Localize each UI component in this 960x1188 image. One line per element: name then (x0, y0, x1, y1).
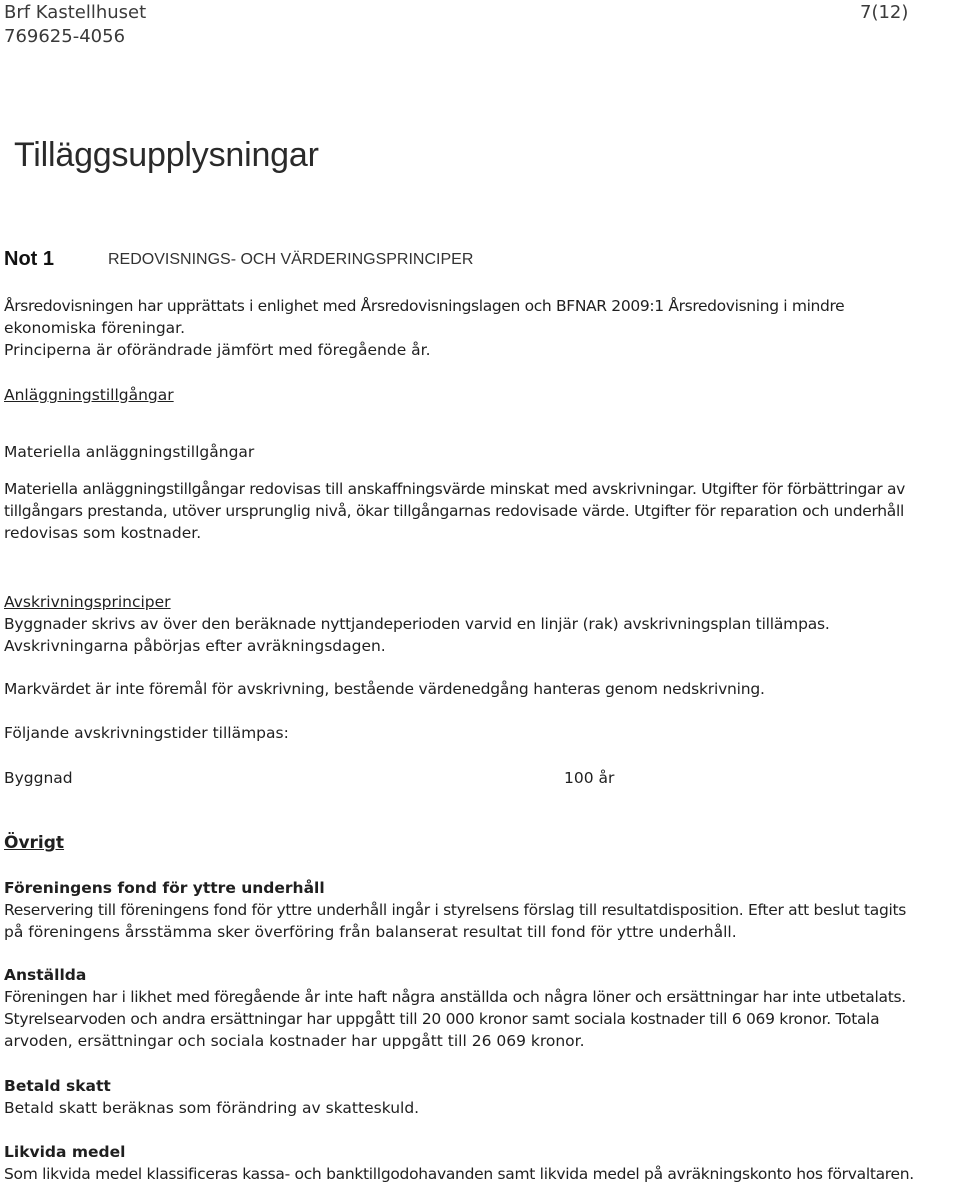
paragraph-line: arvoden, ersättningar och sociala kostnader har uppgått till 26 069 kronor. (4, 1032, 585, 1050)
organization-name: Brf Kastellhuset (4, 2, 147, 23)
subheading-tangible-assets: Materiella anläggningstillgångar (4, 443, 255, 461)
page-title: Tilläggsupplysningar (14, 136, 319, 174)
paragraph-line: Byggnader skrivs av över den beräknade nyttjandeperioden varvid en linjär (rak) avskrivningsplan tillämpas. (4, 615, 830, 633)
page-number: 7(12) (860, 2, 909, 23)
section-heading-other: Övrigt (4, 833, 65, 853)
subsection-heading: Betald skatt (4, 1077, 111, 1095)
note-heading: REDOVISNINGS- OCH VÄRDERINGSPRINCIPER (108, 251, 474, 268)
note-number: Not 1 (4, 248, 54, 270)
paragraph-line: Styrelsearvoden och andra ersättningar har uppgått till 20 000 kronor samt sociala kostnader till 6 069 kronor. Totala (4, 1010, 880, 1028)
subsection-heading: Anställda (4, 966, 87, 984)
section-heading-fixed-assets: Anläggningstillgångar (4, 386, 174, 404)
subsection-heading: Likvida medel (4, 1143, 126, 1161)
paragraph-line: Reservering till föreningens fond för yttre underhåll ingår i styrelsens förslag till resultatdisposition. Efter att beslut tagits (4, 901, 907, 919)
paragraph-line: tillgångars prestanda, utöver ursprunglig nivå, ökar tillgångarnas redovisade värde. Utgifter för reparation och underhåll (4, 502, 905, 520)
depreciation-periods-intro: Följande avskrivningstider tillämpas: (4, 724, 289, 742)
depreciation-asset: Byggnad (4, 769, 73, 787)
paragraph-line: Materiella anläggningstillgångar redovisas till anskaffningsvärde minskat med avskrivningar. Utgifter för förbättringar av (4, 480, 906, 498)
note-intro-line: ekonomiska föreningar. (4, 319, 186, 337)
note-intro-line: Principerna är oförändrade jämfört med föregående år. (4, 341, 431, 359)
depreciation-period: 100 år (564, 769, 615, 787)
paragraph-line: på föreningens årsstämma sker överföring från balanserat resultat till fond för yttre underhåll. (4, 923, 737, 941)
paragraph-line: Föreningen har i likhet med föregående år inte haft några anställda och några löner och ersättningar har inte utbetalats. (4, 988, 906, 1006)
land-value-note: Markvärdet är inte föremål för avskrivning, bestående värdenedgång hanteras genom nedskrivning. (4, 680, 765, 698)
paragraph-line: Som likvida medel klassificeras kassa- och banktillgodohavanden samt likvida medel på avräkningskonto hos förvaltaren. (4, 1165, 914, 1183)
note-intro-line: Årsredovisningen har upprättats i enlighet med Årsredovisningslagen och BFNAR 2009:1 Årsredovisning i mindre (4, 297, 845, 315)
paragraph-line: Betald skatt beräknas som förändring av skatteskuld. (4, 1099, 420, 1117)
section-heading-depreciation: Avskrivningsprinciper (4, 593, 171, 611)
paragraph-line: redovisas som kostnader. (4, 524, 202, 542)
organization-number: 769625-4056 (4, 26, 126, 47)
subsection-heading: Föreningens fond för yttre underhåll (4, 879, 325, 897)
paragraph-line: Avskrivningarna påbörjas efter avräkningsdagen. (4, 637, 386, 655)
